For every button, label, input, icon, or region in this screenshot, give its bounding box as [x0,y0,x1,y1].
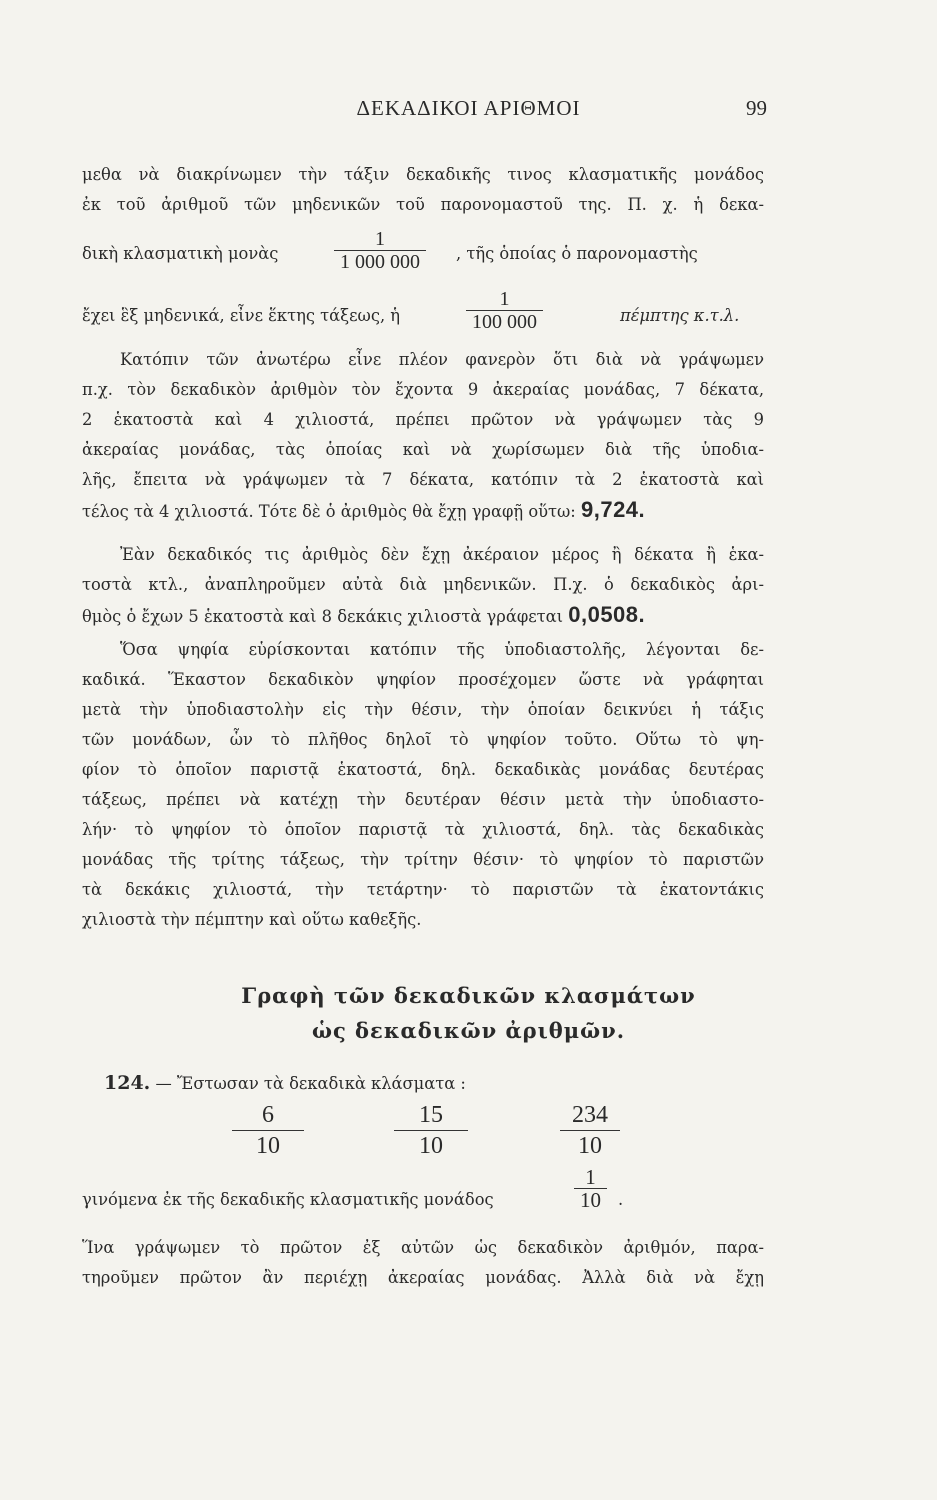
fraction-numerator: 15 [419,1102,443,1128]
example-number: 9,724. [580,497,646,522]
text-line: μονάδας τῆς τρίτης τάξεως, τὴν τρίτην θέσιν· τὸ ψηφίον τὸ παριστῶν [82,850,764,869]
fraction-fifteen-tenths [394,1100,468,1161]
text-line: Κατόπιν τῶν ἀνωτέρω εἶνε πλέον φανερὸν ὅτι διὰ νὰ γράψωμεν [120,350,764,369]
text-line: καδικά. Ἕκαστον δεκαδικὸν ψηφίον προσέχομεν ὥστε νὰ γράφηται [82,670,764,689]
fraction-line-2 [82,288,764,344]
text-line: λήν· τὸ ψηφίον τὸ ὁποῖον παριστᾷ τὰ χιλιοστά, δηλ. τὰς δεκαδικὰς [82,820,764,839]
page-number: 99 [746,96,767,120]
text-line: τῶν μονάδων, ὧν τὸ πλῆθος δηλοῖ τὸ ψηφίον τοῦτο. Οὕτω τὸ ψη- [82,730,764,749]
fraction-numerator: 1 [375,228,385,250]
text-line: τὰ δεκάκις χιλιοστά, τὴν τετάρτην· τὸ παριστῶν τὰ ἑκατοντάκις [82,880,764,899]
fraction-line-1 [82,228,764,284]
text-segment: τέλος τὰ 4 χιλιοστά. Τότε δὲ ὁ ἀριθμὸς θὰ ἔχῃ γραφῇ οὕτω: [82,502,576,521]
paragraph-2 [82,345,764,525]
fraction-one-hundred-thousandth [466,288,543,333]
fraction-denominator: 10 [574,1188,607,1211]
section-title-line-2: ὡς δεκαδικῶν ἀριθμῶν. [311,1018,626,1043]
text-line: Ἵνα γράψωμεν τὸ πρῶτον ἐξ αὐτῶν ὡς δεκαδικὸν ἀριθμόν, παρα- [82,1238,764,1257]
text-segment: — Ἔστωσαν τὰ δεκαδικὰ κλάσματα : [155,1074,466,1093]
text-segment: θμὸς ὁ ἔχων 5 ἑκατοστὰ καὶ 8 δεκάκις χιλιοστὰ γράφεται [82,607,564,626]
fraction-one-millionth [334,228,426,273]
text-line: π.χ. τὸν δεκαδικὸν ἀριθμὸν τὸν ἔχοντα 9 ἀκεραίας μονάδας, 7 δέκατα, [82,380,764,399]
section-intro [82,1068,764,1098]
paragraph-3 [82,540,764,630]
section-title-line-1: Γραφὴ τῶν δεκαδικῶν κλασμάτων [241,983,696,1008]
running-title: ΔΕΚΑΔΙΚΟΙ ΑΡΙΘΜΟΙ [356,96,581,120]
paragraph-1 [82,160,764,220]
fraction-numerator: 6 [262,1102,274,1128]
text-line: 2 ἑκατοστὰ καὶ 4 χιλιοστά, πρέπει πρῶτον νὰ γράψωμεν τὰς 9 [82,410,764,429]
fraction-numerator: 1 [499,288,510,310]
text-line: ἀκεραίας μονάδας, τὰς ὁποίας καὶ νὰ χωρίσωμεν διὰ τῆς ὑποδια- [82,440,764,459]
text-segment: ἔχει ἓξ μηδενικά, εἶνε ἕκτης τάξεως, ἡ [82,306,401,325]
text-line: τηροῦμεν πρῶτον ἂν περιέχῃ ἀκεραίας μονάδας. Ἀλλὰ διὰ νὰ ἔχῃ [82,1268,764,1287]
text-line: ἐκ τοῦ ἀριθμοῦ τῶν μηδενικῶν τοῦ παρονομαστοῦ της. Π. χ. ἡ δεκα- [82,195,764,214]
unit-fraction-line [82,1166,764,1226]
paragraph-4 [82,635,764,935]
fraction-one-tenth [574,1166,607,1211]
fraction-denominator: 10 [394,1130,468,1161]
text-line: τάξεως, πρέπει νὰ κατέχῃ τὴν δευτέραν θέσιν μετὰ τὴν ὑποδιαστο- [82,790,764,809]
fraction-denominator: 10 [232,1130,304,1161]
fraction-numerator: 1 [585,1165,596,1189]
example-fractions [0,1100,937,1170]
fraction-denominator: 1 000 000 [334,250,426,273]
text-line: μεθα νὰ διακρίνωμεν τὴν τάξιν δεκαδικῆς τινος κλασματικῆς μονάδος [82,165,764,184]
text-line [82,600,764,630]
text-line: λῆς, ἔπειτα νὰ γράψωμεν τὰ 7 δέκατα, κατόπιν τὰ 2 ἑκατοστὰ καὶ [82,470,764,489]
text-segment: . [618,1190,624,1209]
text-segment: δικὴ κλασματικὴ μονὰς [82,244,279,263]
text-line: τοστὰ κτλ., ἀναπληροῦμεν αὐτὰ διὰ μηδενικῶν. Π.χ. ὁ δεκαδικὸς ἀρι- [82,575,764,594]
text-line [82,1068,764,1098]
text-line: χιλιοστὰ τὴν πέμπτην καὶ οὕτω καθεξῆς. [82,910,422,929]
text-line: Ὅσα ψηφία εὑρίσκονται κατόπιν τῆς ὑποδιαστολῆς, λέγονται δε- [120,640,764,659]
text-segment: γινόμενα ἐκ τῆς δεκαδικῆς κλασματικῆς μονάδος [82,1190,494,1209]
paragraph-final [82,1233,764,1293]
text-line: φίον τὸ ὁποῖον παριστᾷ ἑκατοστά, δηλ. δεκαδικὰς μονάδας δευτέρας [82,760,764,779]
section-number: 124. [104,1072,151,1094]
fraction-six-tenths [232,1100,304,1161]
page-header [0,96,937,126]
fraction-denominator: 100 000 [466,310,543,333]
fraction-numerator: 234 [572,1102,608,1128]
text-line [82,495,764,525]
text-segment: , τῆς ὁποίας ὁ παρονομαστὴς [456,244,698,263]
text-line: μετὰ τὴν ὑποδιαστολὴν εἰς τὴν θέσιν, τὴν ὁποίαν δεικνύει ἡ τάξις [82,700,764,719]
text-line: Ἐὰν δεκαδικός τις ἀριθμὸς δὲν ἔχῃ ἀκέραιον μέρος ἢ δέκατα ἢ ἑκα- [120,545,764,564]
example-number: 0,0508. [568,602,646,627]
fraction-234-tenths [560,1100,620,1161]
text-segment: πέμπτης κ.τ.λ. [620,306,740,325]
fraction-denominator: 10 [560,1130,620,1161]
